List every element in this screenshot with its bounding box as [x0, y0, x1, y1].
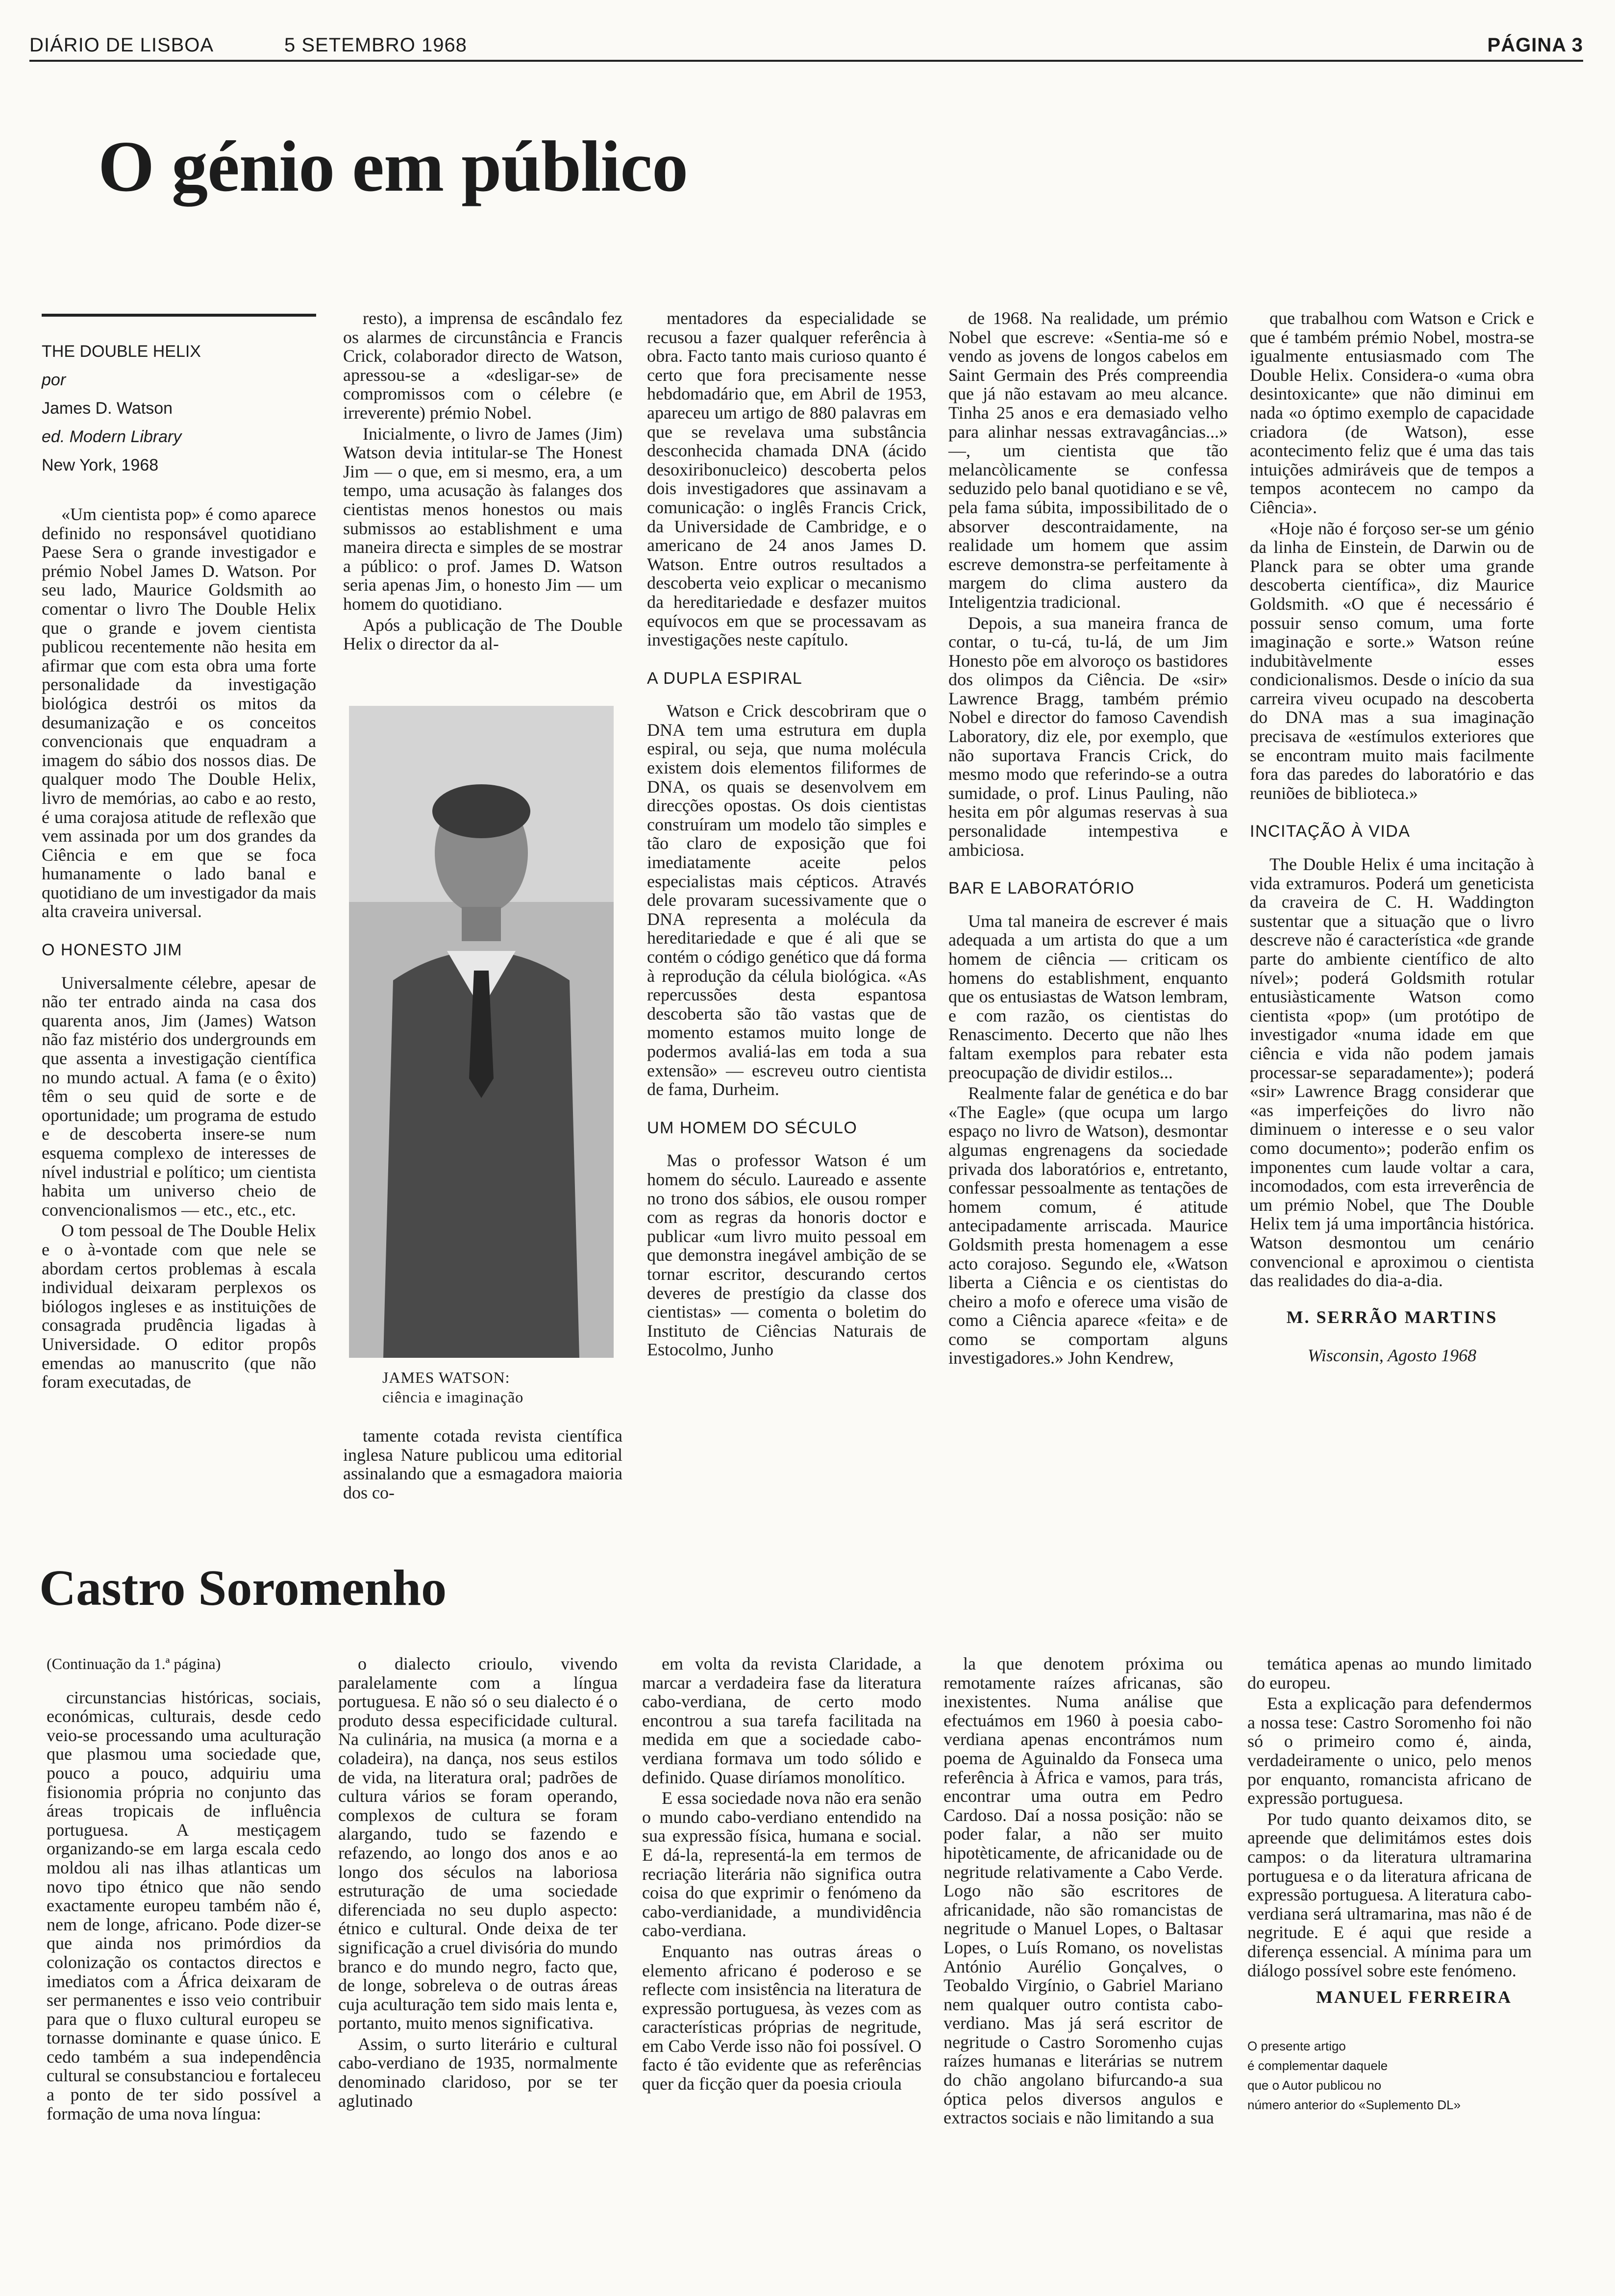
author-note [1247, 2036, 1532, 2115]
author-name: MANUEL FERREIRA [1316, 1987, 1512, 2007]
portrait-photo [349, 706, 614, 1358]
paragraph: Enquanto nas outras áreas o elemento africano é poderoso e se reflecte com insistência na literatura de expressão portuguesa, às vezes com as características próprias de negritude, em Cabo Verde isso não foi possível. O facto é tão evidente que as referências quer da ficção quer da poesia crioula [642, 1941, 921, 2094]
page-number: PÁGINA 3 [1487, 34, 1583, 56]
paragraph: O tom pessoal de The Double Helix e o à-vontade com que nele se abordam certos problemas à escala individual deixaram perplexos os biólogos ingleses e as instituições de consagrada prudência ligadas à Universidade. O editor propôs emendas ao manuscrito (que não foram executadas, de [42, 1221, 316, 1392]
paragraph: Inicialmente, o livro de James (Jim) Watson devia intitular-se The Honest Jim — o que, em si mesmo, era, a um tempo, uma acusação às falanges dos cientistas menos honestos ou mais submissos ao establishment e uma maneira directa e simples de se mostrar a público: o prof. James D. Watson seria apenas Jim, o honesto Jim — um homem do quotidiano. [343, 424, 622, 614]
article2-column-5 [1247, 1654, 1532, 2115]
section-heading: O HONESTO JIM [42, 941, 183, 960]
section-heading: BAR E LABORATÓRIO [948, 879, 1135, 898]
article2-headline: Castro Soromenho [39, 1560, 447, 1616]
article1-column-4 [948, 309, 1228, 1368]
book-place-year: New York, 1968 [42, 456, 159, 474]
paragraph: E essa sociedade nova não era senão o mundo cabo-verdiano entendido na sua expressão física, humana e social. E dá-la, representá-la em termos de recriação literária não significa outra coisa do que exprimir o fenómeno da cabo-verdianidade, a mundividência cabo-verdiana. [642, 1788, 921, 1941]
paragraph: Uma tal maneira de escrever é mais adequada a um artista do que a um homem de ciência — criticam os homens do establishment, enquanto que os entusiastas de Watson lembram, e com razão, os cientistas do Renascimento. Decerto que não lhes faltam exemplos para rebater esta preocupação de dividir estilos... [948, 911, 1228, 1082]
book-info-box [42, 314, 316, 479]
paragraph: temática apenas ao mundo limitado do europeu. [1247, 1654, 1532, 1693]
paragraph: «Um cientista pop» é como aparece definido no responsável quotidiano Paese Sera o grande investigador e prémio Nobel James D. Watson. Por seu lado, Maurice Goldsmith ao comentar o livro The Double Helix que o grande e jovem cientista publicou recentemente não hesita em afirmar que com esta obra uma forte personalidade da investigação biológica destrói os mitos da desumanização e os conceitos convencionais que enquadram a imagem do sábio dos nossos dias. De qualquer modo The Double Helix, livro de memórias, ao cabo e ao resto, é uma corajosa atitude de reflexão que vem assinada por um dos grandes da Ciência e em que se foca humanamente o lado banal e quotidiano de um investigador da mais alta craveira universal. [42, 504, 316, 922]
photo-caption [382, 1368, 523, 1407]
article1-column-1 [42, 505, 316, 1392]
article-headline: O génio em público [98, 126, 688, 207]
book-title: THE DOUBLE HELIX [42, 342, 201, 361]
paragraph: Depois, a sua maneira franca de contar, o tu-cá, tu-lá, de um Jim Honesto põe em alvoroço os bastidores dos olimpos da Ciência. De «sir» Lawrence Bragg, também prémio Nobel e director do famoso Cavendish Laboratory, diz ele, por exemplo, que não suportava Francis Crick, do mesmo modo que referindo-se a outra sumidade, o prof. Linus Pauling, não hesita em pôr algumas reservas à sua personalidade intempestiva e ambiciosa. [948, 613, 1228, 860]
article1-column-3 [647, 309, 926, 1359]
note-line: O presente artigo [1247, 2038, 1346, 2053]
section-heading: UM HOMEM DO SÉCULO [647, 1118, 858, 1137]
paragraph: The Double Helix é uma incitação à vida extramuros. Poderá um geneticista da craveira de C. H. Waddington sustentar que a situação que o livro descreve não é característica «de grande parte do ambiente científico de alto nível»; poderá Goldsmith rotular entusiàsticamente Watson como cientista «pop» (um protótipo de investigador «numa idade em que ciência e vida não podem jamais processar-se separadamente»); poderá «sir» Lawrence Bragg considerar que «as imperfeições do livro não diminuem o interesse e o seu valor como documento»; poderão enfim os imponentes cum laude voltar a cara, incomodados, com esta irreverência de um prémio Nobel, que The Double Helix tem já uma importância histórica. Watson desmontou um cenário convencional e aproximou o cientista das realidades do dia-a-dia. [1250, 854, 1534, 1291]
paragraph: de 1968. Na realidade, um prémio Nobel que escreve: «Sentia-me só e vendo as jovens de longos cabelos em Saint Germain des Prés compreendia que já não estavam ao meu alcance. Tinha 25 anos e era demasiado velho para alinhar nessas extravagâncias...» —, um cientista que tão melancòlicamente se confessa seduzido pelo banal quotidiano e se vê, pela fama súbita, impossibilitado de o absorver descontraidamente, na realidade um homem que assim escreve demonstra-se perfeitamente à margem do clima austero da Inteligentzia tradicional. [948, 308, 1228, 612]
paragraph: Esta a explicação para defendermos a nossa tese: Castro Soromenho foi não só o primeiro como é, ainda, verdadeiramente o unico, pelo menos por enquanto, romancista africano de expressão portuguesa. [1247, 1694, 1532, 1808]
article2-column-1 [47, 1654, 321, 2123]
author-name: M. SERRÃO MARTINS [1286, 1307, 1498, 1327]
paragraph: mentadores da especialidade se recusou a fazer qualquer referência à obra. Facto tanto mais curioso quanto é certo que fora precisamente nesse hebdomadário que, em Abril de 1953, apareceu um artigo de 880 palavras em que se revelava uma substância desconhecida chamada DNA (ácido desoxiribonucleico) descoberta pelos dois investigadores que assinavam a comunicação: o inglês Francis Crick, da Universidade de Cambridge, e o americano de 24 anos James D. Watson. Entre outros resultados a descoberta veio explicar o mecanismo da hereditariedade e desfazer muitos equívocos em que se processavam as investigações neste capítulo. [647, 308, 926, 650]
section-heading: INCITAÇÃO À VIDA [1250, 822, 1411, 841]
paragraph: Realmente falar de genética e do bar «The Eagle» (que ocupa um largo espaço no livro de Watson), desmontar algumas engrenagens da sociedade privada dos laboratórios e, entretanto, confessar pessoalmente as tentações de homem comum, é atitude antecipadamente arriscada. Maurice Goldsmith presta homenagem a esse acto corajoso. Segundo ele, «Watson liberta a Ciência e os cientistas do cheiro a mofo e oferece uma visão de como a Ciência aparece «feita» e de como se comportam alguns investigadores.» John Kendrew, [948, 1083, 1228, 1368]
newspaper-name: DIÁRIO DE LISBOA [29, 34, 214, 56]
article1-column-2-continued [343, 1426, 622, 1502]
book-by: por [42, 371, 66, 389]
note-line: é complementar daquele [1247, 2058, 1388, 2073]
caption-name: JAMES WATSON: [382, 1369, 510, 1386]
paragraph: o dialecto crioulo, vivendo paralelamente com a língua portuguesa. E não só o seu dialecto é o produto dessa especificidade cultural. Na culinária, na musica (a morna e a coladeira), na dança, nos seus estilos de vida, na literatura oral; padrões de cultura vários se foram operando, complexos de cultura se foram alargando, tudo se fazendo e refazendo, ao longo dos anos e ao longo dos séculos na laboriosa estruturação de uma sociedade diferenciada no seu duplo aspecto: étnico e cultural. Onde deixa de ter significação a cruel divisória do mundo branco e do mundo negro, facto que, de longe, sobreleva o de outras áreas cuja aculturação tem sido mais lenta e, portanto, muito menos significativa. [338, 1654, 618, 2033]
paragraph: Assim, o surto literário e cultural cabo-verdiano de 1935, normalmente denominado claridoso, por se ter aglutinado [338, 2034, 618, 2111]
place-date: Wisconsin, Agosto 1968 [1307, 1346, 1477, 1366]
paragraph: la que denotem próxima ou remotamente raízes africanas, são inexistentes. Numa análise que efectuámos em 1960 à poesia cabo-verdiana apenas encontrámos num poema de Aguinaldo da Fonseca uma referência à África e vamos, para trás, encontrar uma outra em Pedro Cardoso. Daí a nossa posição: não se poder falar, a não ser muito hipotèticamente, de africanidade ou de negritude relativamente a Cabo Verde. Logo não são escritores de africanidade, não são romancistas de negritude o Manuel Lopes, o Baltasar Lopes, o Luís Romano, os novelistas António Aurélio Gonçalves, o Teobaldo Virgínio, o Gabriel Mariano nem qualquer outro contista cabo-verdiano. Mas já será escritor de negritude o Castro Soromenho cujas raízes humanas e literárias se nutrem do chão angolano bifurcando-a sua óptica pelos diversos angulos e extractos sociais e não limitando a sua [944, 1654, 1223, 2128]
article-signature [1247, 1988, 1532, 2007]
paragraph: circunstancias históricas, sociais, económicas, culturais, desde cedo veio-se processando uma aculturação que plasmou uma sociedade que, pouco a pouco, adquiriu uma fisionomia própria no conjunto das áreas tropicais de influência portuguesa. A mestiçagem organizando-se em larga escala cedo moldou ali nas ilhas atlanticas um novo tipo étnico que não sendo exactamente europeu também não é, nem de longe, africano. Pode dizer-se que ainda nos primórdios da colonização os contactos directos e imediatos com a África deixaram de ser permanentes e isso veio contribuir para que o fluxo cultural europeu se tornasse dominante e quase único. E cedo também a sua independência cultural se consubstanciou e fortaleceu a ponto de ter sido possível a formação de uma nova língua: [47, 1687, 321, 2123]
section-heading: A DUPLA ESPIRAL [647, 669, 803, 688]
book-author: James D. Watson [42, 399, 173, 418]
continuation-note: (Continuação da 1.ª página) [47, 1655, 221, 1672]
paragraph: tamente cotada revista científica inglesa Nature publicou uma editorial assinalando que a esmagadora maioria dos co- [343, 1426, 622, 1502]
paragraph: resto), a imprensa de escândalo fez os alarmes de circunstância e Francis Crick, colaborador directo de Watson, apressou-se a «desligar-se» de compromissos com o célebre (e irreverente) prémio Nobel. [343, 308, 622, 423]
article2-column-4 [944, 1654, 1223, 2127]
paragraph: Por tudo quanto deixamos dito, se apreende que delimitámos estes dois campos: o da literatura ultramarina portuguesa e o da literatura africana de expressão portuguesa. A literatura cabo-verdiana será ultramarina, mas não é de negritude. E é aqui que reside a diferença essencial. A mínima para um diálogo possível sobre este fenómeno. [1247, 1809, 1532, 1980]
paragraph: Mas o professor Watson é um homem do século. Laureado e assente no trono dos sábios, ele ousou romper com as regras da honoris doctor e publicar «um livro muito pessoal em que demonstra inegável ambição de se tornar escritor, descurando certos deveres de prestígio da classe dos cientistas» — comenta o boletim do Instituto de Ciências Naturais de Estocolmo, Junho [647, 1150, 926, 1360]
portrait-figure-icon [349, 706, 614, 1358]
paragraph: Universalmente célebre, apesar de não ter entrado ainda na casa dos quarenta anos, Jim (James) Watson não faz mistério dos undergrounds em que assenta a investigação científica no mundo actual. A fama (e o êxito) têm o seu quid de sorte e de oportunidade; um programa de estudo e de descoberta insere-se num esquema complexo de interesses de nível industrial e político; um cientista habita um universo cheio de convencionalismos — etc., etc., etc. [42, 973, 316, 1220]
paragraph: «Hoje não é forçoso ser-se um génio da linha de Einstein, de Darwin ou de Planck para se obter uma grande descoberta científica», diz Maurice Goldsmith. «O que é necessário é possuir senso comum, uma forte imaginação e sorte.» Watson reúne indubitàvelmente esses condicionalismos. Desde o início da sua carreira viveu ocupado na descoberta do DNA mas a sua imaginação precisava de «estímulos exteriores que se encontram muito mais facilmente fora das paredes do laboratório e das reuniões de biblioteca.» [1250, 518, 1534, 803]
article2-column-3 [642, 1654, 921, 2094]
book-edition: ed. Modern Library [42, 427, 182, 446]
issue-date: 5 SETEMBRO 1968 [284, 34, 467, 56]
paragraph: Watson e Crick descobriram que o DNA tem uma estrutura em dupla espiral, ou seja, que numa molécula existem dois elementos filiformes de DNA, os quais se desenvolvem em direcções opostas. Os dois cientistas construíram um modelo tão simples e tão claro de exposição que foi imediatamente aceite pelos especialistas mais cépticos. Através dele provaram sucessivamente que o DNA representa a molécula da hereditariedade e que é ali que se contém o código genético que dá forma à reprodução da célula biológica. «As repercussões desta espantosa descoberta são tão vastas que de momento estamos muito longe de podermos avaliá-las em toda a sua extensão» — escreveu outro cientista de fama, Durheim. [647, 701, 926, 1099]
article1-column-2 [343, 309, 622, 653]
article-signature [1250, 1308, 1534, 1365]
article2-column-2 [338, 1654, 618, 2110]
note-line: número anterior do «Suplemento DL» [1247, 2097, 1461, 2112]
article1-column-5 [1250, 309, 1534, 1365]
caption-text: ciência e imaginação [382, 1388, 524, 1406]
note-line: que o Autor publicou no [1247, 2077, 1382, 2093]
paragraph: em volta da revista Claridade, a marcar a verdadeira fase da literatura cabo-verdiana, de certo modo encontrou a sua tarefa facilitada na medida em que a sociedade cabo-verdiana formava um todo sólido e definido. Quase diríamos monolítico. [642, 1654, 921, 1787]
paragraph: que trabalhou com Watson e Crick e que é também prémio Nobel, mostra-se igualmente entusiasmado com The Double Helix. Considera-o «uma obra desintoxicante» que não diminui em nada «o óptimo exemplo de capacidade criadora (de Watson), esse acontecimento feliz que é uma das tais intuições admiráveis que de tempos a tempos acontecem no campo da Ciência». [1250, 308, 1534, 517]
masthead [29, 30, 1583, 62]
paragraph: Após a publicação de The Double Helix o director da al- [343, 615, 622, 654]
